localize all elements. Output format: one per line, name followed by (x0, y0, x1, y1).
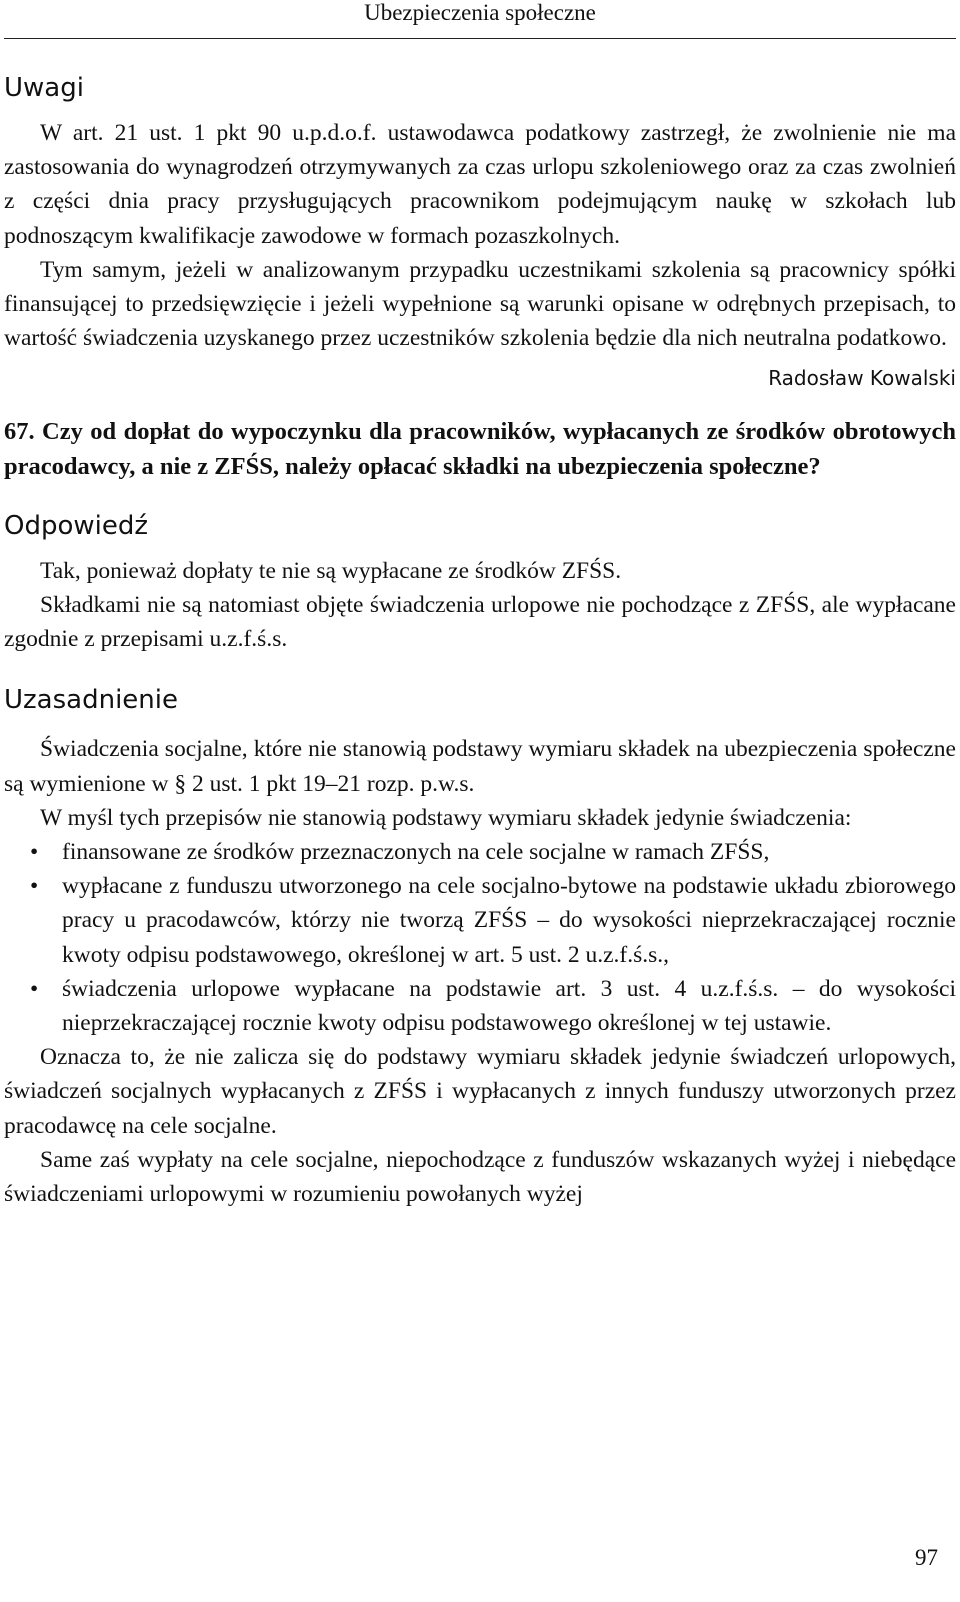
question-67: 67. Czy od dopłat do wypoczynku dla pracowników, wypłacanych ze środków obrotowych pracodawcy, a nie z ZFŚS, należy opłacać składki na ubezpieczenia społeczne? (4, 418, 956, 480)
section-heading-uzasadnienie: Uzasadnienie (4, 685, 178, 716)
uwagi-paragraph-2: Tym samym, jeżeli w analizowanym przypadku uczestnikami szkolenia są pracownicy spółki finansującej to przedsięwzięcie i jeżeli wypełnione są warunki opisane w odrębnych przepisach, to wartość świadczenia uzyskanego przez uczestników szkolenia będzie dla nich neutralna podatkowo. (4, 256, 956, 352)
bullet-icon: • (30, 839, 39, 866)
header-rule (4, 38, 956, 39)
section-heading-uwagi: Uwagi (4, 73, 84, 103)
list-item-text: świadczenia urlopowe wypłacane na podstawie art. 3 ust. 4 u.z.f.ś.s. – do wysokości nieprzekraczającej rocznie kwoty odpisu podstawowego określonej w tej ustawie. (62, 975, 956, 1037)
odpowiedz-paragraph-1: Tak, ponieważ dopłaty te nie są wypłacane ze środków ZFŚS. (40, 557, 622, 584)
uzasadnienie-paragraph-3: Oznacza to, że nie zalicza się do podstawy wymiaru składek jedynie świadczeń urlopowych, świadczeń socjalnych wypłacanych z ZFŚS i wypłacanych z innych funduszy utworzonych przez pracodawcę na cele socjalne. (4, 1044, 956, 1139)
list-item (4, 835, 956, 869)
author-signature: Radosław Kowalski (768, 366, 956, 391)
page-content (4, 68, 956, 1211)
bullet-icon: • (30, 873, 39, 900)
section-heading-odpowiedz: Odpowiedź (4, 510, 149, 541)
list-item-text: wypłacane z funduszu utworzonego na cele socjalno-bytowe na podstawie układu zbiorowego pracy u pracodawców, którzy nie tworzą ZFŚS – do wysokości nieprzekraczającej rocznie kwoty odpisu podstawowego, określonej w art. 5 ust. 2 u.z.f.ś.s., (62, 873, 956, 968)
uzasadnienie-paragraph-4: Same zaś wypłaty na cele socjalne, niepochodzące z funduszów wskazanych wyżej i niebędące świadczeniami urlopowymi w rozumieniu powołanych wyżej (4, 1146, 956, 1208)
bullet-icon: • (30, 975, 39, 1002)
uzasadnienie-paragraph-1: Świadczenia socjalne, które nie stanowią podstawy wymiaru składek na ubezpieczenia społeczne są wymienione w § 2 ust. 1 pkt 19–21 rozp. p.w.s. (4, 736, 956, 797)
list-item (4, 972, 956, 1040)
uwagi-paragraph-1: W art. 21 ust. 1 pkt 90 u.p.d.o.f. ustawodawca podatkowy zastrzegł, że zwolnienie nie ma zastosowania do wynagrodzeń otrzymywanych za czas urlopu szkoleniowego oraz za czas zwolnień z części dnia pracy przysługujących pracownikom podejmującym naukę w szkołach lub podnoszącym kwalifikacje zawodowe w formach pozaszkolnych. (4, 120, 956, 249)
list-item (4, 869, 956, 972)
bullet-list (4, 835, 956, 1040)
page-number: 97 (915, 1545, 938, 1570)
running-head: Ubezpieczenia społeczne (364, 0, 596, 25)
list-item-text: finansowane ze środków przeznaczonych na cele socjalne w ramach ZFŚS, (62, 839, 770, 866)
odpowiedz-paragraph-2: Składkami nie są natomiast objęte świadczenia urlopowe nie pochodzące z ZFŚS, ale wypłacane zgodnie z przepisami u.z.f.ś.s. (4, 592, 956, 653)
uzasadnienie-paragraph-2: W myśl tych przepisów nie stanowią podstawy wymiaru składek jedynie świadczenia: (40, 804, 852, 831)
